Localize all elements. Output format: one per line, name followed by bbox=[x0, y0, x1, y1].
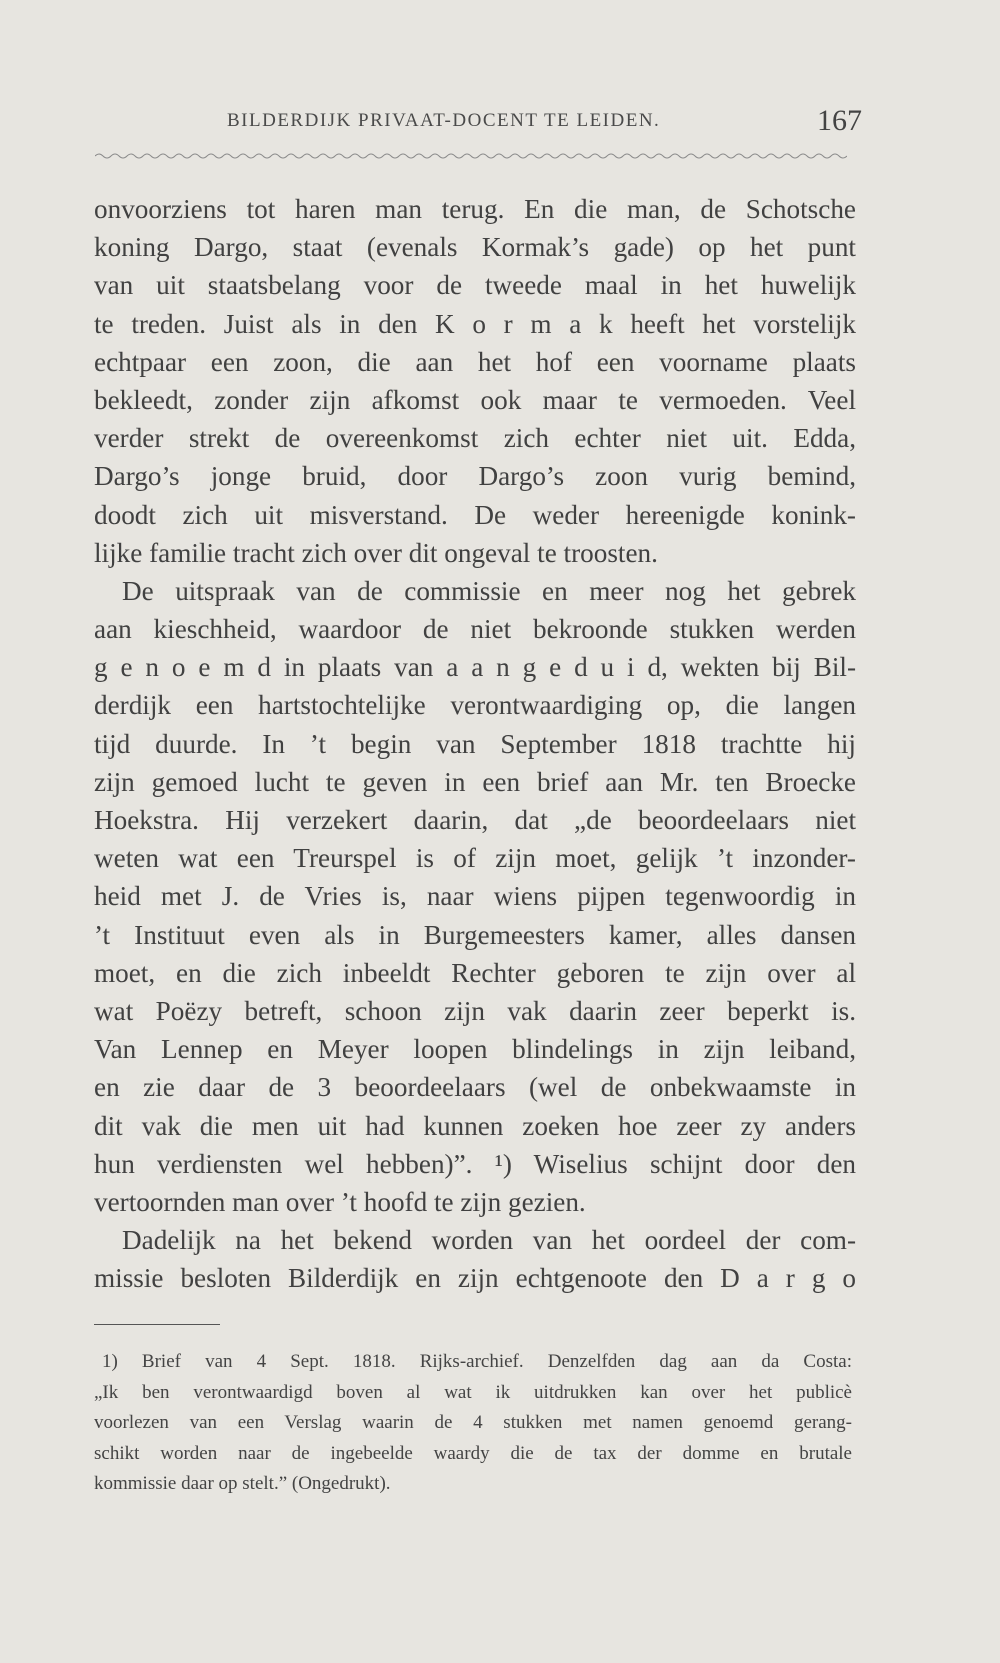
footnote-line: kommissie daar op stelt.” (Ongedrukt). bbox=[94, 1473, 391, 1494]
text-line: van uit staatsbelang voor de tweede maal in het huwelijk bbox=[94, 270, 856, 301]
text-line: bekleedt, zonder zijn afkomst ook maar te vermoeden. Veel bbox=[94, 384, 856, 415]
text-line: wat Poëzy betreft, schoon zijn vak daarin zeer beperkt is. bbox=[94, 995, 856, 1026]
text-line: vertoornden man over ’t hoofd te zijn gezien. bbox=[94, 1186, 586, 1217]
text-line: Dargo’s jonge bruid, door Dargo’s zoon vurig bemind, bbox=[94, 461, 856, 492]
text-line: onvoorziens tot haren man terug. En die man, de Schotsche bbox=[94, 194, 856, 224]
text-line: tijd duurde. In ’t begin van September 1818 trachtte hij bbox=[94, 728, 856, 759]
text-line: missie besloten Bilderdijk en zijn echtgenoote den D a r g o bbox=[94, 1263, 856, 1294]
footnote-line: voorlezen van een Verslag waarin de 4 stukken met namen genoemd gerang- bbox=[94, 1412, 852, 1433]
text-line: dit vak die men uit had kunnen zoeken hoe zeer zy anders bbox=[94, 1110, 856, 1141]
running-title: BILDERDIJK PRIVAAT-DOCENT TE LEIDEN. bbox=[227, 110, 661, 131]
text-line: De uitspraak van de commissie en meer nog het gebrek bbox=[122, 575, 856, 606]
body-text bbox=[94, 190, 856, 1297]
text-line: verder strekt de overeenkomst zich echter niet uit. Edda, bbox=[94, 423, 856, 454]
text-line: Dadelijk na het bekend worden van het oordeel der com- bbox=[122, 1225, 856, 1256]
text-line: koning Dargo, staat (evenals Kormak’s gade) op het punt bbox=[94, 232, 856, 263]
footnote-line: schikt worden naar de ingebeelde waardy die de tax der domme en brutale bbox=[94, 1442, 852, 1464]
text-line: derdijk een hartstochtelijke verontwaardiging op, die langen bbox=[94, 690, 856, 721]
text-line: Van Lennep en Meyer loopen blindelings in zijn leiband, bbox=[94, 1034, 856, 1065]
text-line: ’t Instituut even als in Burgemeesters kamer, alles dansen bbox=[94, 919, 856, 950]
footnote-line: „Ik ben verontwaardigd boven al wat ik uitdrukken kan over het publicè bbox=[94, 1381, 852, 1403]
text-line: aan kieschheid, waardoor de niet bekroonde stukken werden bbox=[94, 614, 856, 645]
text-line: lijke familie tracht zich over dit ongeval te troosten. bbox=[94, 537, 658, 568]
text-line: moet, en die zich inbeeldt Rechter geboren te zijn over al bbox=[94, 957, 856, 988]
text-line: Hoekstra. Hij verzekert daarin, dat „de beoordeelaars niet bbox=[94, 805, 856, 835]
text-line: en zie daar de 3 beoordeelaars (wel de onbekwaamste in bbox=[94, 1072, 856, 1103]
text-line: g e n o e m d in plaats van a a n g e d u i d, wekten bij Bil- bbox=[94, 652, 856, 683]
text-line: heid met J. de Vries is, naar wiens pijpen tegenwoordig in bbox=[94, 881, 856, 912]
header-wavy-rule bbox=[95, 151, 847, 161]
text-line: weten wat een Treurspel is of zijn moet, gelijk ’t inzonder- bbox=[94, 843, 856, 874]
page-number: 167 bbox=[817, 104, 862, 137]
footnote-rule bbox=[94, 1324, 220, 1325]
text-line: zijn gemoed lucht te geven in een brief aan Mr. ten Broecke bbox=[94, 766, 856, 797]
text-line: echtpaar een zoon, die aan het hof een voorname plaats bbox=[94, 346, 856, 377]
text-line: hun verdiensten wel hebben)”. ¹) Wiselius schijnt door den bbox=[94, 1148, 856, 1179]
text-line: doodt zich uit misverstand. De weder hereenigde konink- bbox=[94, 499, 856, 530]
footnotes bbox=[94, 1347, 852, 1500]
text-line: te treden. Juist als in den K o r m a k heeft het vorstelijk bbox=[94, 308, 856, 339]
footnote-line: 1) Brief van 4 Sept. 1818. Rijks-archief. Denzelfden dag aan da Costa: bbox=[102, 1351, 852, 1372]
